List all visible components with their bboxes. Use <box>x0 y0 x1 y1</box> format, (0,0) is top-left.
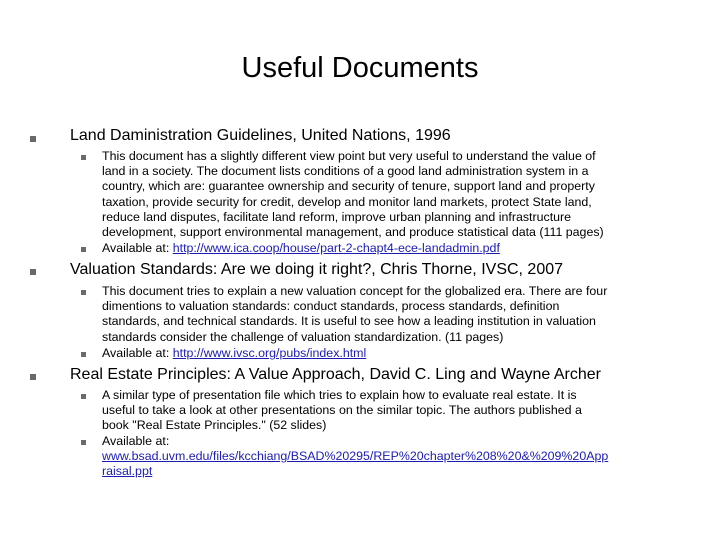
description-line: book "Real Estate Principles." (52 slides) <box>102 418 327 433</box>
document-link[interactable]: http://www.ica.coop/house/part-2-chapt4-ece-landadmin.pdf <box>172 241 500 255</box>
bullet-icon <box>81 155 86 160</box>
document-heading: Real Estate Principles: A Value Approach, David C. Ling and Wayne Archer <box>70 366 601 383</box>
document-description <box>102 388 682 434</box>
bullet-icon <box>30 136 36 142</box>
document-heading: Land Daministration Guidelines, United Nations, 1996 <box>70 127 451 144</box>
description-line: A similar type of presentation file which tries to explain how to evaluate real estate. It is <box>102 388 577 402</box>
document-link-continued[interactable]: raisal.ppt <box>102 464 153 479</box>
description-line: dimentions to valuation standards: conduct standards, process standards, definition <box>102 299 560 314</box>
description-line: taxation, provide security for credit, develop and monitor land markets, protect State land, <box>102 194 592 209</box>
description-line: standards consider the challenge of valuation standardization. (11 pages) <box>102 329 504 344</box>
slide-title: Useful Documents <box>241 52 479 84</box>
bullet-icon <box>81 247 86 252</box>
description-line: country, which are: guarantee ownership and security of tenure, support land and property <box>102 179 595 194</box>
available-label: Available at: <box>102 434 170 448</box>
availability-line <box>102 346 682 361</box>
document-description <box>102 284 682 345</box>
bullet-icon <box>30 269 36 275</box>
availability-block <box>102 434 682 480</box>
description-line: useful to take a look at other presentations on the similar topic. The authors published a <box>102 403 582 418</box>
bullet-icon <box>81 394 86 399</box>
bullet-icon <box>30 374 36 380</box>
bullet-icon <box>81 440 86 445</box>
document-description <box>102 149 682 240</box>
description-line: standards, and technical standards. It is useful to see how a leading institution in valuation <box>102 314 596 329</box>
bullet-icon <box>81 352 86 357</box>
description-line: reduce land disputes, facilitate land reform, improve urban planning and infrastructure <box>102 209 572 224</box>
description-line: This document tries to explain a new valuation concept for the globalized era. There are four <box>102 284 608 298</box>
document-link[interactable]: http://www.ivsc.org/pubs/index.html <box>172 346 367 360</box>
document-heading: Valuation Standards: Are we doing it right?, Chris Thorne, IVSC, 2007 <box>70 261 564 278</box>
description-line: This document has a slightly different view point but very useful to understand the value of <box>102 149 596 163</box>
description-line: development, support environmental management, and produce statistical data (111 pages) <box>102 225 604 240</box>
availability-line <box>102 241 682 256</box>
description-line: land in a society. The document lists conditions of a good land administration system in a <box>102 164 589 179</box>
available-label: Available at: <box>102 346 173 360</box>
bullet-icon <box>81 290 86 295</box>
document-link[interactable]: www.bsad.uvm.edu/files/kcchiang/BSAD%20295/REP%20chapter%208%20&%209%20App <box>102 449 609 464</box>
available-label: Available at: <box>102 241 173 255</box>
